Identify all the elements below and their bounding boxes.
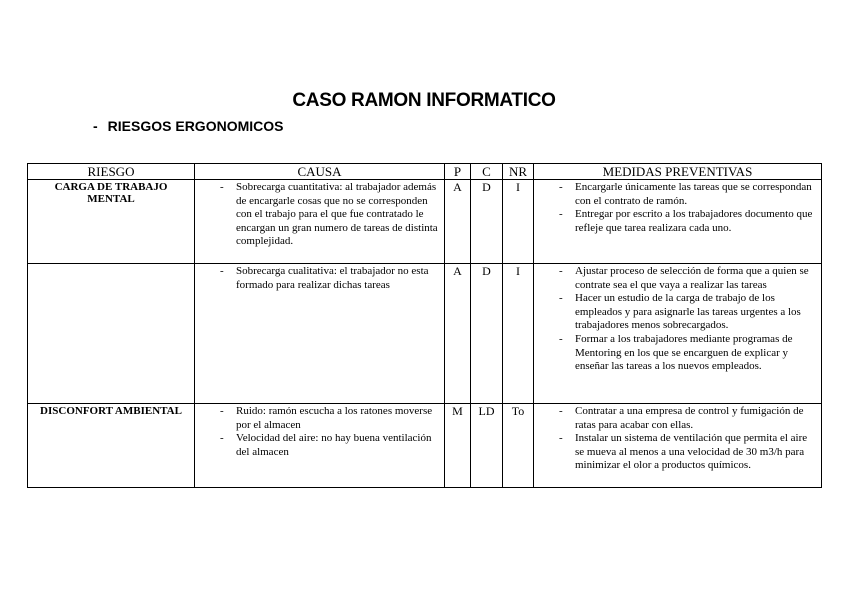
- cell-p: M: [445, 404, 471, 488]
- cell-riesgo: CARGA DE TRABAJO MENTAL: [28, 180, 195, 264]
- cell-causa: [195, 404, 445, 488]
- medida-item: - Encargarle únicamente las tareas que se correspondan con el contrato de ramón.: [537, 181, 818, 208]
- cell-nr: I: [503, 264, 534, 404]
- cell-c: LD: [471, 404, 503, 488]
- cell-c: D: [471, 264, 503, 404]
- header-medidas: MEDIDAS PREVENTIVAS: [534, 164, 822, 180]
- header-nr: NR: [503, 164, 534, 180]
- table-row: [28, 404, 822, 488]
- risk-table: [27, 163, 822, 488]
- page-title: CASO RAMON INFORMATICO: [292, 90, 556, 111]
- cell-riesgo: DISCONFORT AMBIENTAL: [28, 404, 195, 488]
- cell-medidas: [534, 264, 822, 404]
- cell-causa: [195, 264, 445, 404]
- causa-item: - Ruido: ramón escucha a los ratones moverse por el almacen: [198, 405, 441, 432]
- medida-item: - Hacer un estudio de la carga de trabajo de los empleados y para asignarle las tareas urgentes a los trabajadores menos sobrecargados.: [537, 292, 818, 333]
- cell-nr: To: [503, 404, 534, 488]
- table-header-row: [28, 164, 822, 180]
- header-c: C: [471, 164, 503, 180]
- cell-nr: I: [503, 180, 534, 264]
- causa-item: - Sobrecarga cuantitativa: al trabajador además de encargarle cosas que no se corresponden con el trabajo para el que fue contratado le encargan un gran numero de tareas de distinta complejidad.: [198, 181, 441, 249]
- medida-item: - Formar a los trabajadores mediante programas de Mentoring en los que se encarguen de explicar y enseñar las tareas a los nuevos empleados.: [537, 333, 818, 374]
- section-subtitle: [93, 118, 283, 134]
- subtitle-dash: -: [93, 118, 98, 134]
- cell-p: A: [445, 180, 471, 264]
- subtitle-text: RIESGOS ERGONOMICOS: [107, 118, 284, 134]
- cell-medidas: [534, 180, 822, 264]
- header-riesgo: RIESGO: [28, 164, 195, 180]
- medida-item: - Instalar un sistema de ventilación que permita el aire se mueva al menos a una velocidad de 30 m3/h para minimizar el olor a productos químicos.: [537, 432, 818, 473]
- medida-item: - Contratar a una empresa de control y fumigación de ratas para acabar con ellas.: [537, 405, 818, 432]
- cell-medidas: [534, 404, 822, 488]
- cell-c: D: [471, 180, 503, 264]
- cell-causa: [195, 180, 445, 264]
- cell-riesgo: [28, 264, 195, 404]
- medida-item: - Entregar por escrito a los trabajadores documento que refleje que tarea realizara cada uno.: [537, 208, 818, 235]
- table-row: [28, 264, 822, 404]
- cell-p: A: [445, 264, 471, 404]
- causa-item: - Sobrecarga cualitativa: el trabajador no esta formado para realizar dichas tareas: [198, 265, 441, 292]
- header-p: P: [445, 164, 471, 180]
- medida-item: - Ajustar proceso de selección de forma que a quien se contrate sea el que vaya a realizar las tareas: [537, 265, 818, 292]
- causa-item: - Velocidad del aire: no hay buena ventilación del almacen: [198, 432, 441, 459]
- table-row: [28, 180, 822, 264]
- header-causa: CAUSA: [195, 164, 445, 180]
